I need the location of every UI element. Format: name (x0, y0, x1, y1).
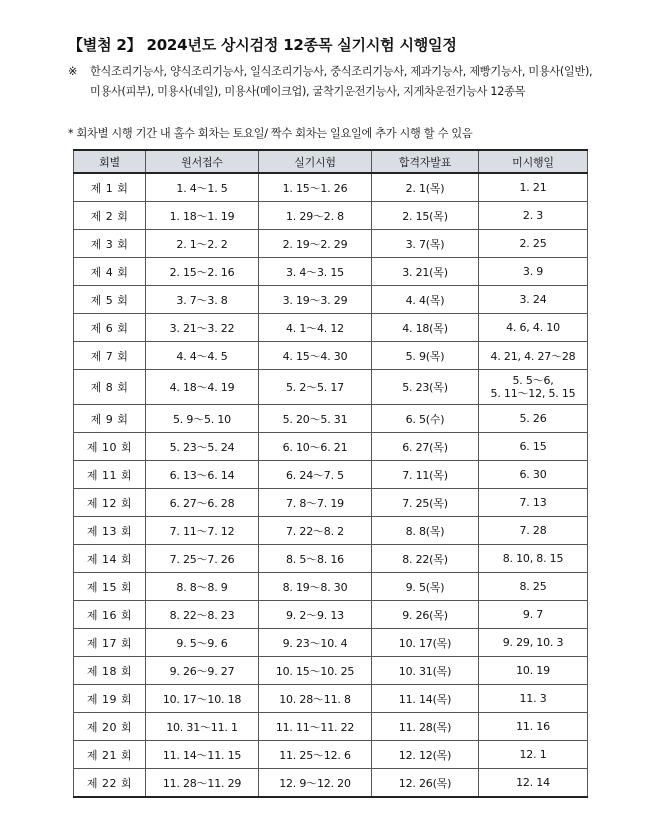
cell-exam: 1. 15～1. 26 (259, 173, 372, 202)
cell-no-exam: 6. 30 (479, 461, 588, 489)
cell-application: 3. 21～3. 22 (146, 314, 259, 342)
cell-application: 3. 7～3. 8 (146, 286, 259, 314)
cell-no-exam: 6. 15 (479, 433, 588, 461)
cell-result: 10. 31(목) (372, 657, 479, 685)
cell-result: 2. 1(목) (372, 173, 479, 202)
cell-no-exam: 11. 3 (479, 685, 588, 713)
cell-exam: 8. 19～8. 30 (259, 573, 372, 601)
table-row (74, 685, 588, 713)
cell-exam: 5. 2～5. 17 (259, 370, 372, 405)
exam-schedule-table (73, 149, 588, 798)
cell-round: 제 19 회 (74, 685, 146, 713)
cell-exam: 11. 25～12. 6 (259, 741, 372, 769)
table-row (74, 370, 588, 405)
cell-application: 2. 15～2. 16 (146, 258, 259, 286)
cell-result: 12. 12(목) (372, 741, 479, 769)
cell-application: 6. 27～6. 28 (146, 489, 259, 517)
table-row (74, 629, 588, 657)
header-round: 회별 (74, 150, 146, 173)
cell-result: 8. 8(목) (372, 517, 479, 545)
cell-no-exam: 3. 9 (479, 258, 588, 286)
cell-no-exam: 7. 28 (479, 517, 588, 545)
cell-result: 6. 5(수) (372, 405, 479, 433)
cell-result: 7. 11(목) (372, 461, 479, 489)
cell-application: 9. 5～9. 6 (146, 629, 259, 657)
table-row (74, 713, 588, 741)
cell-result: 8. 22(목) (372, 545, 479, 573)
cell-exam: 8. 5～8. 16 (259, 545, 372, 573)
cell-exam: 1. 29～2. 8 (259, 202, 372, 230)
header-no-exam: 미시행일 (479, 150, 588, 173)
cell-round: 제 9 회 (74, 405, 146, 433)
table-row (74, 405, 588, 433)
cell-exam: 9. 2～9. 13 (259, 601, 372, 629)
table-row (74, 545, 588, 573)
cell-round: 제 14 회 (74, 545, 146, 573)
cell-no-exam: 8. 10, 8. 15 (479, 545, 588, 573)
cell-round: 제 18 회 (74, 657, 146, 685)
table-row (74, 173, 588, 202)
cell-round: 제 5 회 (74, 286, 146, 314)
cell-exam: 2. 19～2. 29 (259, 230, 372, 258)
cell-no-exam: 12. 14 (479, 769, 588, 798)
cell-round: 제 21 회 (74, 741, 146, 769)
cell-round: 제 22 회 (74, 769, 146, 798)
reference-mark: ※ (68, 65, 78, 78)
cell-application: 6. 13～6. 14 (146, 461, 259, 489)
cell-exam: 12. 9～12. 20 (259, 769, 372, 798)
cell-application: 9. 26～9. 27 (146, 657, 259, 685)
cell-exam: 3. 4～3. 15 (259, 258, 372, 286)
cell-application: 5. 9～5. 10 (146, 405, 259, 433)
cell-result: 7. 25(목) (372, 489, 479, 517)
table-row (74, 258, 588, 286)
cell-no-exam-line: 5. 11～12, 5. 15 (490, 387, 576, 400)
cell-application: 7. 11～7. 12 (146, 517, 259, 545)
cell-round: 제 7 회 (74, 342, 146, 370)
table-row (74, 314, 588, 342)
table-body (74, 173, 588, 797)
cell-round: 제 16 회 (74, 601, 146, 629)
cell-round: 제 13 회 (74, 517, 146, 545)
cell-application: 7. 25～7. 26 (146, 545, 259, 573)
cell-round: 제 20 회 (74, 713, 146, 741)
cell-application: 1. 4～1. 5 (146, 173, 259, 202)
cell-round: 제 15 회 (74, 573, 146, 601)
target-subjects-note (68, 62, 598, 102)
header-exam: 실기시험 (259, 150, 372, 173)
cell-application: 4. 18～4. 19 (146, 370, 259, 405)
cell-result: 3. 21(목) (372, 258, 479, 286)
document-title: 【별첨 2】 2024년도 상시검정 12종목 실기시험 시행일정 (68, 36, 457, 54)
cell-round: 제 1 회 (74, 173, 146, 202)
table-header-row (74, 150, 588, 173)
cell-exam: 6. 10～6. 21 (259, 433, 372, 461)
cell-no-exam-line: 5. 5～6, (512, 374, 554, 387)
table-row (74, 573, 588, 601)
cell-application: 8. 8～8. 9 (146, 573, 259, 601)
cell-no-exam: 3. 24 (479, 286, 588, 314)
cell-round: 제 11 회 (74, 461, 146, 489)
cell-exam: 9. 23～10. 4 (259, 629, 372, 657)
cell-no-exam: 2. 3 (479, 202, 588, 230)
cell-exam: 7. 22～8. 2 (259, 517, 372, 545)
cell-exam: 5. 20～5. 31 (259, 405, 372, 433)
cell-round: 제 17 회 (74, 629, 146, 657)
cell-result: 12. 26(목) (372, 769, 479, 798)
cell-no-exam: 7. 13 (479, 489, 588, 517)
cell-result: 9. 5(목) (372, 573, 479, 601)
cell-round: 제 2 회 (74, 202, 146, 230)
cell-no-exam: 8. 25 (479, 573, 588, 601)
cell-application: 4. 4～4. 5 (146, 342, 259, 370)
cell-round: 제 10 회 (74, 433, 146, 461)
cell-exam: 6. 24～7. 5 (259, 461, 372, 489)
cell-no-exam: 2. 25 (479, 230, 588, 258)
cell-result: 9. 26(목) (372, 601, 479, 629)
table-row (74, 461, 588, 489)
cell-round: 제 4 회 (74, 258, 146, 286)
table-row (74, 230, 588, 258)
cell-no-exam: 9. 29, 10. 3 (479, 629, 588, 657)
cell-exam: 7. 8～7. 19 (259, 489, 372, 517)
table-row (74, 342, 588, 370)
cell-no-exam: 4. 6, 4. 10 (479, 314, 588, 342)
header-result: 합격자발표 (372, 150, 479, 173)
cell-application: 10. 31～11. 1 (146, 713, 259, 741)
table-row (74, 286, 588, 314)
table-row (74, 657, 588, 685)
cell-result: 4. 18(목) (372, 314, 479, 342)
cell-exam: 4. 1～4. 12 (259, 314, 372, 342)
cell-round: 제 8 회 (74, 370, 146, 405)
cell-result: 10. 17(목) (372, 629, 479, 657)
cell-round: 제 6 회 (74, 314, 146, 342)
table-row (74, 769, 588, 798)
cell-result: 4. 4(목) (372, 286, 479, 314)
cell-no-exam (479, 370, 588, 405)
cell-result: 11. 14(목) (372, 685, 479, 713)
cell-no-exam: 10. 19 (479, 657, 588, 685)
cell-application: 11. 28～11. 29 (146, 769, 259, 798)
cell-round: 제 3 회 (74, 230, 146, 258)
additional-exam-note: * 회차별 시행 기간 내 홀수 회차는 토요일/ 짝수 회차는 일요일에 추가 시행 할 수 있음 (68, 127, 473, 140)
cell-result: 6. 27(목) (372, 433, 479, 461)
cell-application: 11. 14～11. 15 (146, 741, 259, 769)
cell-no-exam: 11. 16 (479, 713, 588, 741)
cell-application: 10. 17～10. 18 (146, 685, 259, 713)
table-row (74, 202, 588, 230)
cell-result: 11. 28(목) (372, 713, 479, 741)
cell-no-exam: 5. 26 (479, 405, 588, 433)
cell-exam: 4. 15～4. 30 (259, 342, 372, 370)
cell-result: 5. 9(목) (372, 342, 479, 370)
cell-result: 5. 23(목) (372, 370, 479, 405)
cell-result: 2. 15(목) (372, 202, 479, 230)
table-row (74, 741, 588, 769)
cell-no-exam: 4. 21, 4. 27～28 (479, 342, 588, 370)
cell-result: 3. 7(목) (372, 230, 479, 258)
cell-application: 2. 1～2. 2 (146, 230, 259, 258)
cell-no-exam: 1. 21 (479, 173, 588, 202)
cell-application: 5. 23～5. 24 (146, 433, 259, 461)
target-subjects-text: 한식조리기능사, 양식조리기능사, 일식조리기능사, 중식조리기능사, 제과기능사, 제빵기능사, 미용사(일반), 미용사(피부), 미용사(네일), 미용사(메이크업), 굴착기운전기능사, 지게차운전기능사 12종목 (90, 65, 593, 98)
cell-exam: 3. 19～3. 29 (259, 286, 372, 314)
cell-exam: 10. 15～10. 25 (259, 657, 372, 685)
cell-exam: 10. 28～11. 8 (259, 685, 372, 713)
table-row (74, 601, 588, 629)
cell-application: 1. 18～1. 19 (146, 202, 259, 230)
cell-no-exam: 12. 1 (479, 741, 588, 769)
table-row (74, 433, 588, 461)
cell-application: 8. 22～8. 23 (146, 601, 259, 629)
table-row (74, 517, 588, 545)
cell-exam: 11. 11～11. 22 (259, 713, 372, 741)
header-application: 원서접수 (146, 150, 259, 173)
table-row (74, 489, 588, 517)
cell-round: 제 12 회 (74, 489, 146, 517)
cell-no-exam: 9. 7 (479, 601, 588, 629)
